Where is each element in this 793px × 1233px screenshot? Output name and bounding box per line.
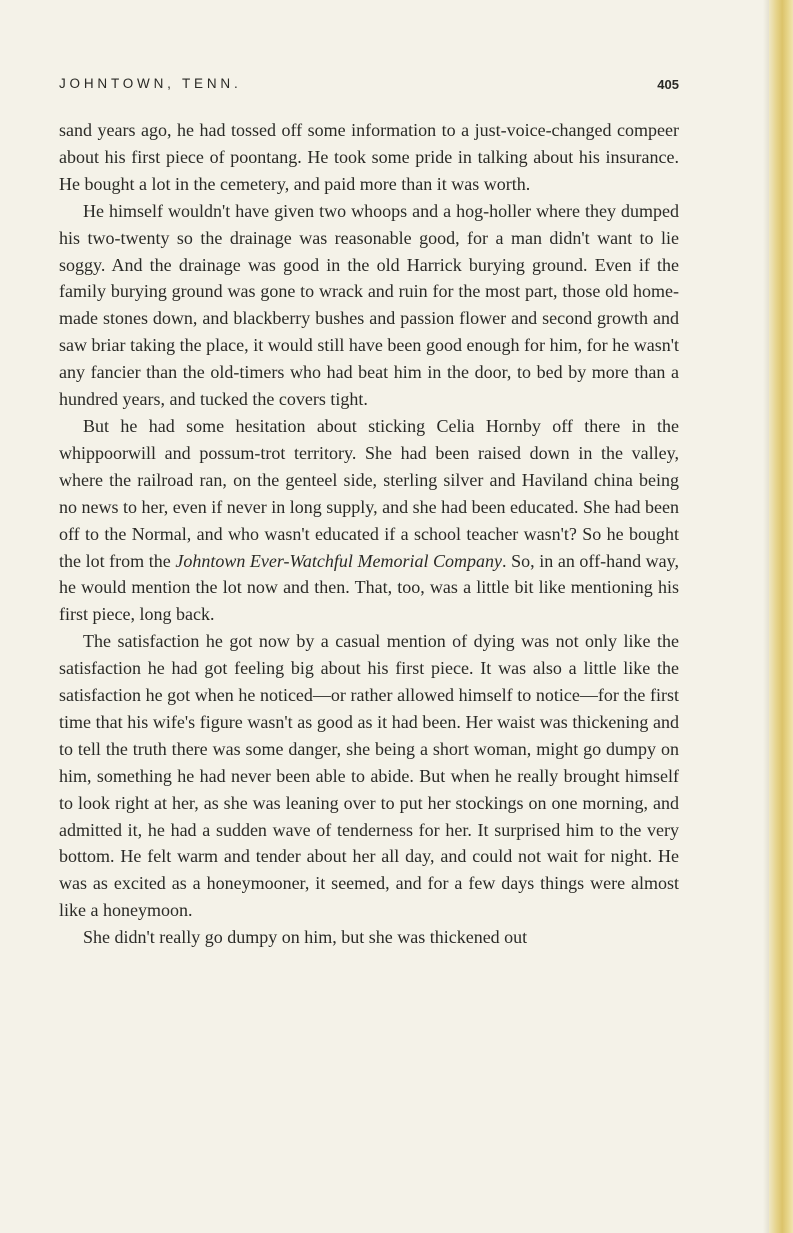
paragraph: sand years ago, he had tossed off some information to a just-voice-changed compeer about his first piece of poontang. He took some pride in talking about his insurance. He bought a lot in the cemetery, and paid more than it was worth. <box>59 120 679 194</box>
paragraph: She didn't really go dumpy on him, but she was thickened out <box>83 927 528 948</box>
body-text <box>59 117 679 951</box>
running-head <box>59 76 679 98</box>
page-number: 405 <box>657 77 679 92</box>
italic-company-name: Johntown Ever-Watchful Memorial Company <box>175 550 503 571</box>
paragraph-text: But he had some hesitation about sticking Celia Hornby off there in the whippoorwill and possum-trot territory. She had been raised down in the valley, where the railroad ran, on the genteel side, sterling silver and Haviland china being no news to her, even if never in long supply, and she had been educated. She had been off to the Normal, and who wasn't educated if a school teacher wasn't? So he bought the lot from the <box>59 415 679 571</box>
paragraph: He himself wouldn't have given two whoops and a hog-holler where they dumped his two-twenty so the drainage was reasonable good, for a man didn't want to lie soggy. And the drainage was good in the old Harrick burying ground. Even if the family burying ground was gone to wrack and ruin for the most part, those old home-made stones down, and blackberry bushes and passion flower and second growth and saw briar taking the place, it would still have been good enough for him, for he wasn't any fancier than the old-timers who had beat him in the door, to bed by more than a hundred years, and tucked the covers tight. <box>59 200 679 410</box>
paragraph <box>59 413 679 628</box>
paragraph-text: . So, in an off-hand way, he would mention the lot now and then. That, too, was a little bit like mentioning his first piece, long back. <box>59 550 679 625</box>
running-title: JOHNTOWN, TENN. <box>59 76 242 91</box>
page-gilt-edge <box>769 0 793 1233</box>
paragraph: The satisfaction he got now by a casual mention of dying was not only like the satisfaction he had got feeling big about his first piece. It was also a little like the satisfaction he got when he noticed—or rather allowed himself to notice—for the first time that his wife's figure wasn't as good as it had been. Her waist was thickening and to tell the truth there was some danger, she being a short woman, might go dumpy on him, something he had never been able to abide. But when he really brought himself to look right at her, as she was leaning over to put her stockings on one morning, and admitted it, he had a sudden wave of tenderness for her. It surprised him to the very bottom. He felt warm and tender about her all day, and could not wait for night. He was as excited as a honeymooner, it seemed, and for a few days things were almost like a honeymoon. <box>59 631 679 921</box>
